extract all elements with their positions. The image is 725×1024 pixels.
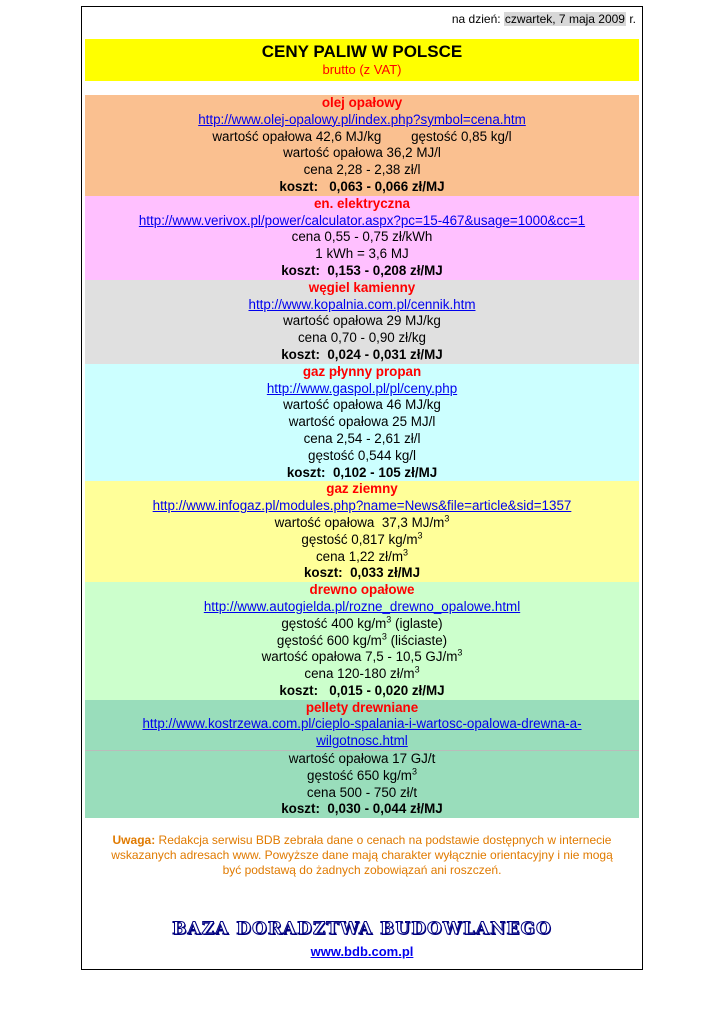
superscript: 3 [444,513,450,524]
superscript: 3 [417,530,423,541]
cost-line: koszt: 0,030 - 0,044 zł/MJ [281,801,443,817]
spec-line: gęstość 0,544 kg/l [308,447,416,463]
price-line: cena 0,70 - 0,90 zł/kg [297,330,427,346]
brand-logo-text: BAZA DORADZTWA BUDOWLANEGO [172,919,552,939]
source-link[interactable]: http://www.olej-opalowy.pl/index.php?symbol=cena.htm [198,111,526,127]
price-line: cena 2,54 - 2,61 zł/l [303,430,421,446]
cost-line: koszt: 0,063 - 0,066 zł/MJ [279,178,445,194]
document-frame [81,6,643,970]
spec-line [85,768,639,785]
price-line [85,549,639,566]
superscript: 3 [403,547,409,558]
spec-line: wartość opałowa 25 MJ/l [288,414,436,430]
source-link[interactable]: http://www.kostrzewa.com.pl/cieplo-spalania-i-wartosc-opalowa-drewna-a-wilgotnosc.html [142,716,582,749]
page-title: CENY PALIW W POLSCE [261,42,463,61]
section-title: gaz płynny propan [302,363,422,379]
cost-line: koszt: 0,153 - 0,208 zł/MJ [281,262,443,278]
section-title: pellety drewniane [305,699,419,715]
page-subtitle: brutto (z VAT) [322,62,402,77]
spec-text: gęstość 650 kg/m [307,767,412,783]
disclaimer-note [102,833,622,878]
fuel-sections [85,95,639,818]
spec-note: (liściaste) [386,632,448,648]
price-line [85,666,639,683]
price-text: cena 120-180 zł/m [304,666,415,682]
cost-line: koszt: 0,015 - 0,020 zł/MJ [279,682,445,698]
superscript: 3 [414,664,420,675]
date-prefix: na dzień: [451,12,501,26]
spec-line: wartość opałowa 36,2 MJ/l [283,145,441,161]
section-title: olej opałowy [321,95,403,110]
spec-text: wartość opałowa 7,5 - 10,5 GJ/m [261,649,458,665]
date-row [452,12,636,26]
price-line: cena 2,28 - 2,38 zł/l [303,162,421,178]
section-title: drewno opałowe [309,582,415,598]
source-link[interactable]: http://www.infogaz.pl/modules.php?name=News&file=article&sid=1357 [152,498,572,514]
section-firewood [85,582,639,700]
spec-line [85,616,639,633]
spec-line [85,649,639,666]
note-label: Uwaga: [112,833,156,847]
cost-line: koszt: 0,102 - 105 zł/MJ [286,464,438,480]
spec-line [85,515,639,532]
spec-line: wartość opałowa 17 GJ/t [288,751,436,767]
price-line: cena 500 - 750 zł/t [306,784,418,800]
spec-text: gęstość 400 kg/m [281,615,387,631]
section-title: en. elektryczna [313,195,411,211]
cost-line: koszt: 0,033 zł/MJ [303,565,421,581]
date-field: czwartek, 7 maja 2009 [504,12,625,26]
spec-note: (iglaste) [391,615,443,631]
section-pellets-header [85,700,639,751]
section-electricity [85,196,639,280]
date-suffix: r. [629,12,636,26]
price-line: cena 0,55 - 0,75 zł/kWh [291,229,433,245]
superscript: 3 [381,631,387,642]
site-line [82,944,642,959]
spec-line: wartość opałowa 46 MJ/kg [283,397,441,413]
superscript: 3 [386,614,392,625]
spec-line: wartość opałowa 42,6 MJ/kg gęstość 0,85 kg/l [212,128,512,144]
spec-text: gęstość 600 kg/m [276,632,382,648]
source-link[interactable]: http://www.gaspol.pl/pl/ceny.php [266,380,458,396]
section-coal [85,280,639,364]
spec-line: wartość opałowa 29 MJ/kg [283,313,441,329]
section-heating-oil [85,95,639,196]
section-natural-gas [85,481,639,582]
title-banner [85,39,639,81]
superscript: 3 [457,647,463,658]
section-pellets [85,751,639,818]
source-link[interactable]: http://www.kopalnia.com.pl/cennik.htm [248,296,476,312]
spec-line [85,532,639,549]
section-propane [85,364,639,482]
note-text: Redakcja serwisu BDB zebrała dane o cenach na podstawie dostępnych w internecie wskazanych adresach www. Powyższe dane mają charakter wyłącznie orientacyjny i nie mogą być podstawą do żadnych zobowiązań ani roszczeń. [111,833,613,877]
section-title: gaz ziemny [326,481,398,497]
price-text: cena 1,22 zł/m [315,548,404,564]
site-link[interactable]: www.bdb.com.pl [310,944,414,959]
superscript: 3 [411,766,417,777]
spec-text: wartość opałowa 37,3 MJ/m [274,514,445,530]
source-link[interactable]: http://www.verivox.pl/power/calculator.aspx?pc=15-467&usage=1000&cc=1 [138,212,586,228]
spec-line [85,633,639,650]
cost-line: koszt: 0,024 - 0,031 zł/MJ [281,346,443,362]
spec-line: 1 kWh = 3,6 MJ [315,246,409,262]
section-title: węgiel kamienny [308,279,416,295]
source-link[interactable]: http://www.autogielda.pl/rozne_drewno_opalowe.html [203,598,521,614]
spec-text: gęstość 0,817 kg/m [301,531,418,547]
